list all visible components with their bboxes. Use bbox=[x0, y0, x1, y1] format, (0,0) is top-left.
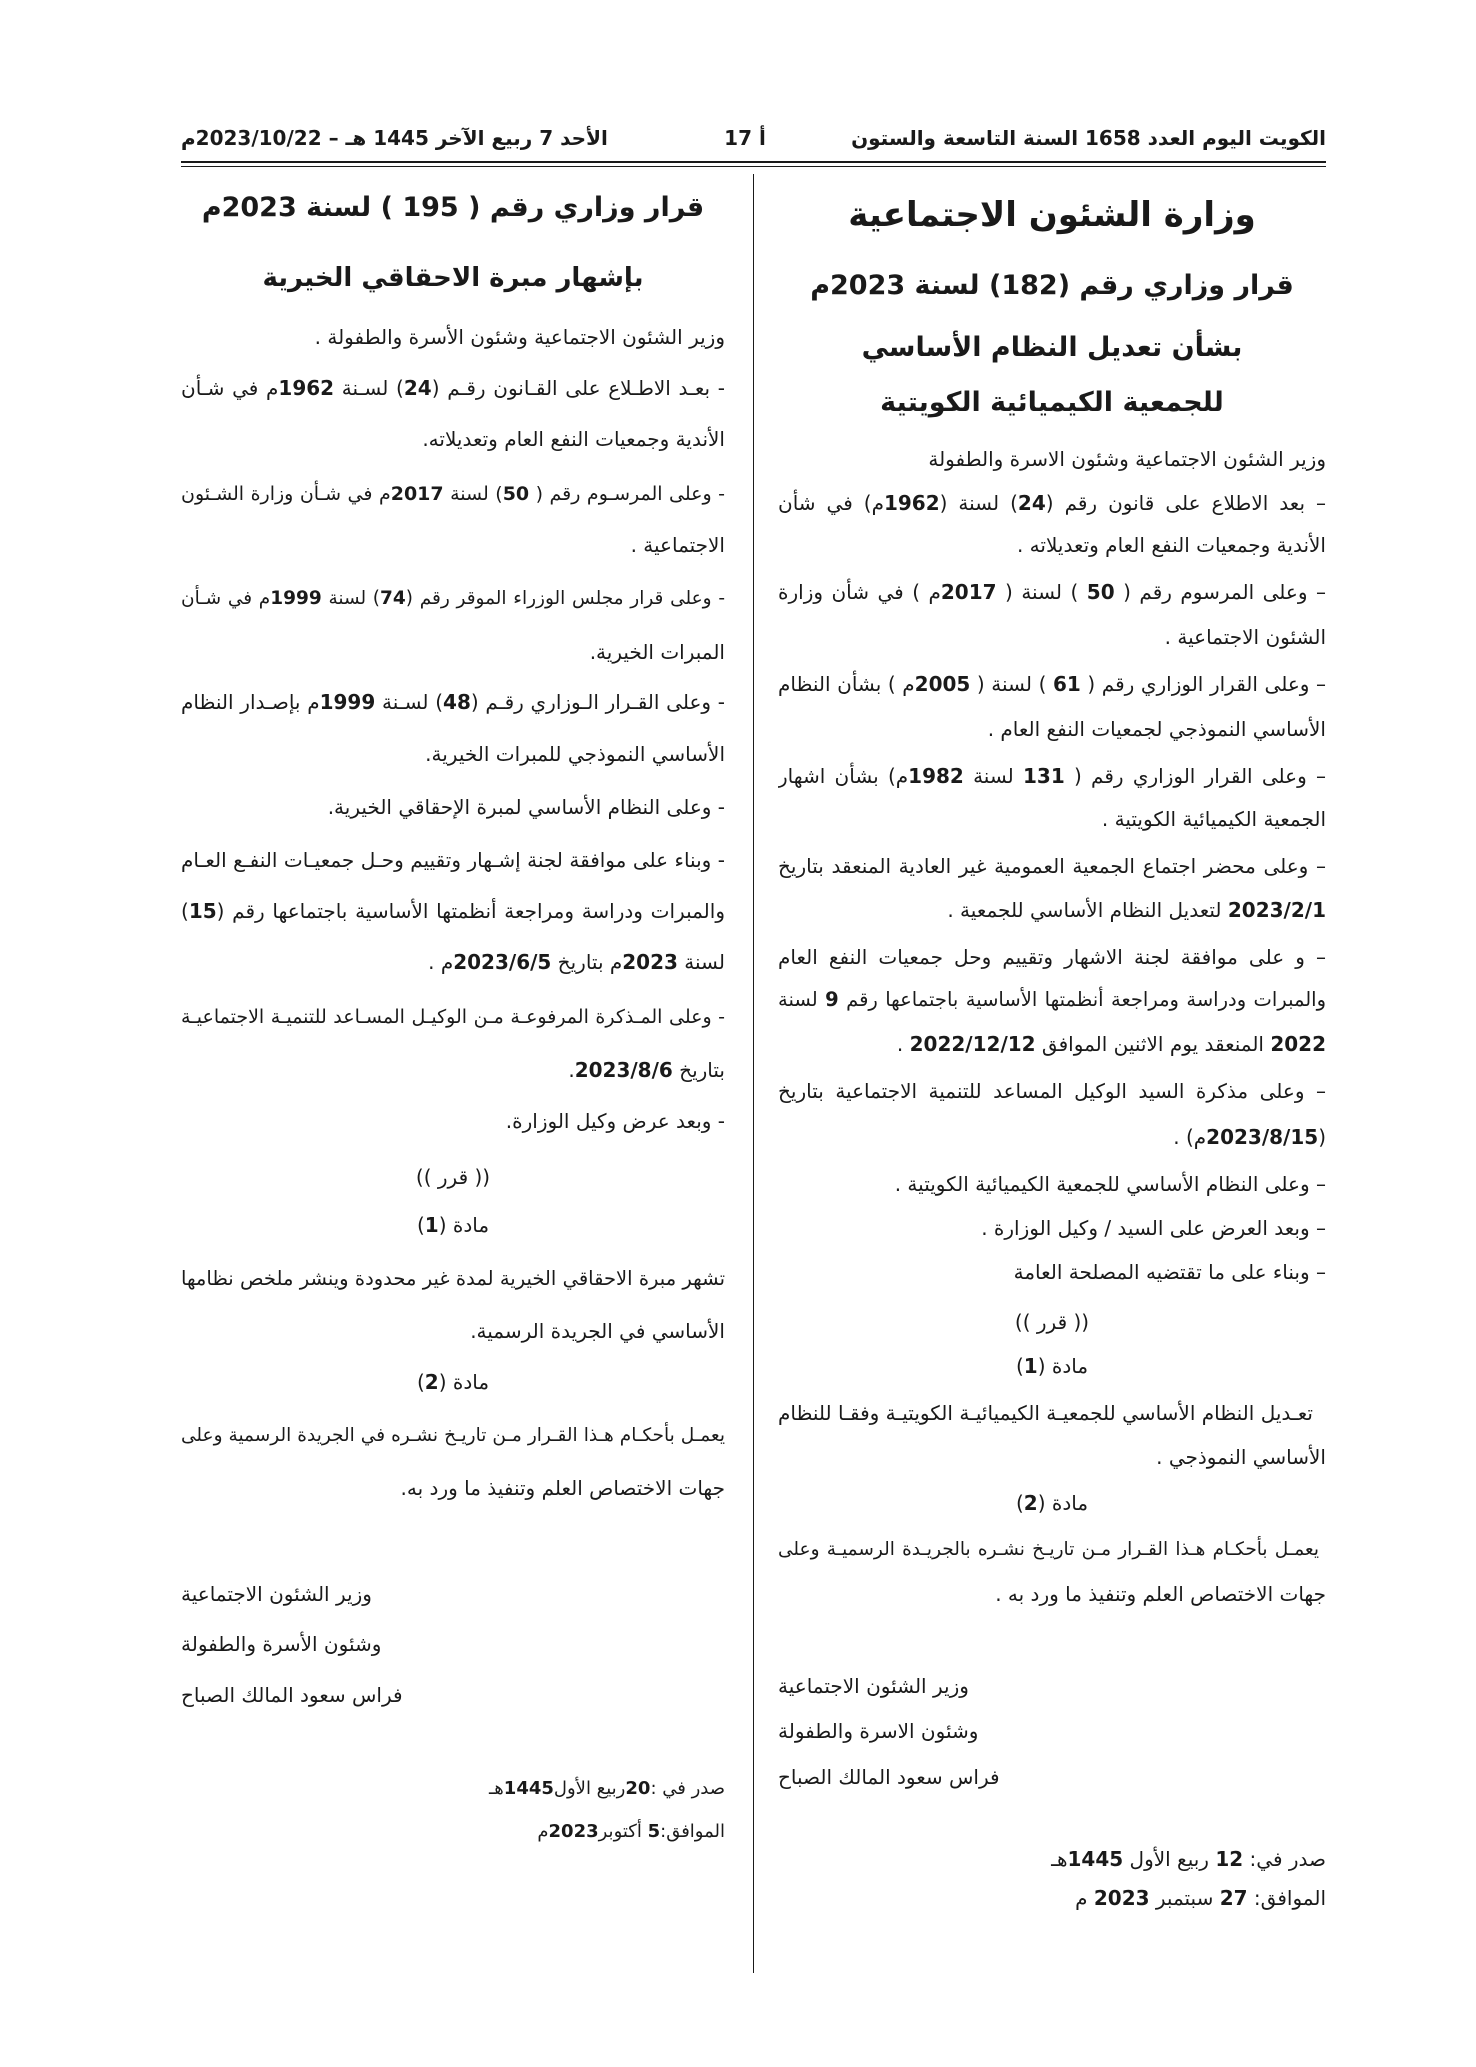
preamble-line: – و على موافقة لجنة الاشهار وتقييم وحل جمعيات النفع العام bbox=[778, 945, 1326, 969]
preamble-line: الأندية وجمعيات النفع العام وتعديلاته. bbox=[422, 427, 725, 451]
issued-date-line: صدر في :20ربيع الأول1445هـ bbox=[489, 1778, 725, 1799]
preamble-line: – وعلى النظام الأساسي للجمعية الكيميائية الكويتية . bbox=[894, 1172, 1326, 1196]
preamble-line: – وعلى مذكرة السيد الوكيل المساعد للتنمية الاجتماعية بتاريخ bbox=[778, 1079, 1326, 1103]
signature-line: وشئون الاسرة والطفولة bbox=[778, 1719, 979, 1743]
article-text-line: يعمـل بأحكـام هـذا القـرار مـن تاريـخ نشـره في الجريدة الرسمية وعلى bbox=[181, 1425, 725, 1446]
preamble-line: الأندية وجمعيات النفع العام وتعديلاته . bbox=[1016, 533, 1326, 557]
signature-line: وزير الشئون الاجتماعية bbox=[778, 1674, 969, 1698]
preamble-line: – وبعد العرض على السيد / وكيل الوزارة . bbox=[981, 1216, 1326, 1240]
preamble-line: – وعلى القرار الوزاري رقم ( 61 ) لسنة ( 2005م ) بشأن النظام bbox=[778, 672, 1326, 696]
preamble-line: 2022 المنعقد يوم الاثنين الموافق 2022/12/12 . bbox=[896, 1032, 1326, 1056]
preamble-line: - وبعد عرض وكيل الوزارة. bbox=[505, 1109, 725, 1133]
preamble-line: الأساسي النموذجي لجمعيات النفع العام . bbox=[987, 717, 1326, 741]
ministry-title: وزارة الشئون الاجتماعية bbox=[848, 195, 1256, 235]
preamble-line: - وعلى قرار مجلس الوزراء الموقر رقم (74) لسنة 1999م في شـأن bbox=[181, 588, 725, 609]
preamble-line: الجمعية الكيميائية الكويتية . bbox=[1101, 807, 1326, 831]
left-column bbox=[181, 0, 725, 2067]
article-text-line: تعـديل النظام الأساسي للجمعيـة الكيميائيـة الكويتيـة وفقـا للنظام bbox=[778, 1401, 1313, 1425]
signature-line: فراس سعود المالك الصباح bbox=[181, 1683, 403, 1707]
issued-date-line: الموافق:5 أكتوبر2023م bbox=[537, 1821, 725, 1842]
preamble-line: - وعلى القـرار الـوزاري رقـم (48) لسـنة 1999م بإصـدار النظام bbox=[181, 690, 725, 714]
decreed-heading: (( قرر )) bbox=[415, 1165, 491, 1189]
article-text-line: جهات الاختصاص العلم وتنفيذ ما ورد به. bbox=[400, 1476, 725, 1500]
article-text-line: تشهر مبرة الاحقاقي الخيرية لمدة غير محدودة وينشر ملخص نظامها bbox=[181, 1267, 725, 1290]
decision-subject-line: بإشهار مبرة الاحقاقي الخيرية bbox=[262, 263, 644, 293]
issued-date-line: الموافق: 27 سبتمبر 2023 م bbox=[1075, 1886, 1326, 1910]
preamble-line: - وبناء على موافقة لجنة إشـهار وتقييم وحـل جمعيـات النفـع العـام bbox=[181, 848, 725, 872]
decision-title: قرار وزاري رقم ( 195 ) لسنة 2023م bbox=[201, 192, 705, 223]
article-text-line: جهات الاختصاص العلم وتنفيذ ما ورد به . bbox=[995, 1582, 1326, 1606]
preamble-line: – وعلى المرسوم رقم ( 50 ) لسنة ( 2017م ) في شأن وزارة bbox=[778, 580, 1326, 604]
preamble-line: - بعـد الاطـلاع على القـانون رقـم (24) لسـنة 1962م في شـأن bbox=[181, 376, 725, 400]
article-heading: مادة (2) bbox=[1015, 1491, 1089, 1515]
decision-subject-line: للجمعية الكيميائية الكويتية bbox=[880, 387, 1224, 418]
minister-intro: وزير الشئون الاجتماعية وشئون الأسرة والطفولة . bbox=[314, 325, 725, 349]
right-column bbox=[778, 0, 1326, 2067]
article-heading: مادة (1) bbox=[416, 1213, 490, 1237]
decreed-heading: (( قرر )) bbox=[1014, 1310, 1090, 1334]
preamble-line: الاجتماعية . bbox=[630, 533, 725, 557]
preamble-line: – بعد الاطلاع على قانون رقم (24) لسنة (1962م) في شأن bbox=[778, 491, 1326, 515]
article-text-line: يعمـل بأحكـام هـذا القـرار مـن تاريـخ نشـره بالجريـدة الرسميـة وعلى bbox=[778, 1539, 1319, 1560]
header-page-number: أ 17 bbox=[724, 126, 766, 150]
preamble-line: - وعلى المـذكرة المرفوعـة مـن الوكيـل المسـاعد للتنميـة الاجتماعيـة bbox=[181, 1006, 725, 1028]
preamble-line: – وعلى محضر اجتماع الجمعية العمومية غير العادية المنعقد بتاريخ bbox=[778, 854, 1326, 878]
preamble-line: والمبرات ودراسة ومراجعة أنظمتها الأساسية باجتماعها رقم 9 لسنة bbox=[778, 988, 1326, 1011]
article-text-line: الأساسي في الجريدة الرسمية. bbox=[470, 1319, 725, 1343]
decision-subject-line: بشأن تعديل النظام الأساسي bbox=[861, 332, 1243, 363]
column-divider bbox=[753, 174, 754, 1973]
signature-line: وزير الشئون الاجتماعية bbox=[181, 1582, 372, 1606]
preamble-line: – وبناء على ما تقتضيه المصلحة العامة bbox=[1013, 1260, 1326, 1284]
issued-date-line: صدر في: 12 ربيع الأول 1445هـ bbox=[1051, 1847, 1326, 1871]
preamble-line: 2023/2/1 لتعديل النظام الأساسي للجمعية . bbox=[947, 898, 1326, 922]
article-heading: مادة (1) bbox=[1015, 1354, 1089, 1378]
preamble-line: المبرات الخيرية. bbox=[589, 640, 725, 664]
preamble-line: الأساسي النموذجي للمبرات الخيرية. bbox=[425, 742, 725, 766]
preamble-line: الشئون الاجتماعية . bbox=[1164, 625, 1326, 649]
preamble-line: لسنة 2023م بتاريخ 2023/6/5م . bbox=[428, 950, 725, 974]
preamble-line: - وعلى النظام الأساسي لمبرة الإحقاقي الخيرية. bbox=[327, 795, 725, 819]
decision-title: قرار وزاري رقم (182) لسنة 2023م bbox=[810, 270, 1294, 301]
article-heading: مادة (2) bbox=[416, 1370, 490, 1394]
preamble-line: - وعلى المرسـوم رقم ( 50) لسنة 2017م في شـأن وزارة الشـئون bbox=[181, 483, 725, 505]
preamble-line: بتاريخ 2023/8/6. bbox=[568, 1058, 725, 1082]
preamble-line: والمبرات ودراسة ومراجعة أنظمتها الأساسية باجتماعها رقم (15) bbox=[181, 899, 725, 923]
minister-intro: وزير الشئون الاجتماعية وشئون الاسرة والطفولة bbox=[928, 447, 1326, 471]
preamble-line: – وعلى القرار الوزاري رقم ( 131 لسنة 1982م) بشأن اشهار bbox=[778, 764, 1326, 788]
signature-line: وشئون الأسرة والطفولة bbox=[181, 1632, 382, 1656]
signature-line: فراس سعود المالك الصباح bbox=[778, 1765, 1000, 1789]
preamble-line: (2023/8/15م) . bbox=[1173, 1125, 1326, 1149]
header-date: الأحد 7 ربيع الآخر 1445 هـ – 2023/10/22م bbox=[181, 126, 608, 150]
header-issue-info: الكويت اليوم العدد 1658 السنة التاسعة والستون bbox=[851, 126, 1326, 150]
article-text-line: الأساسي النموذجي . bbox=[1156, 1445, 1326, 1469]
